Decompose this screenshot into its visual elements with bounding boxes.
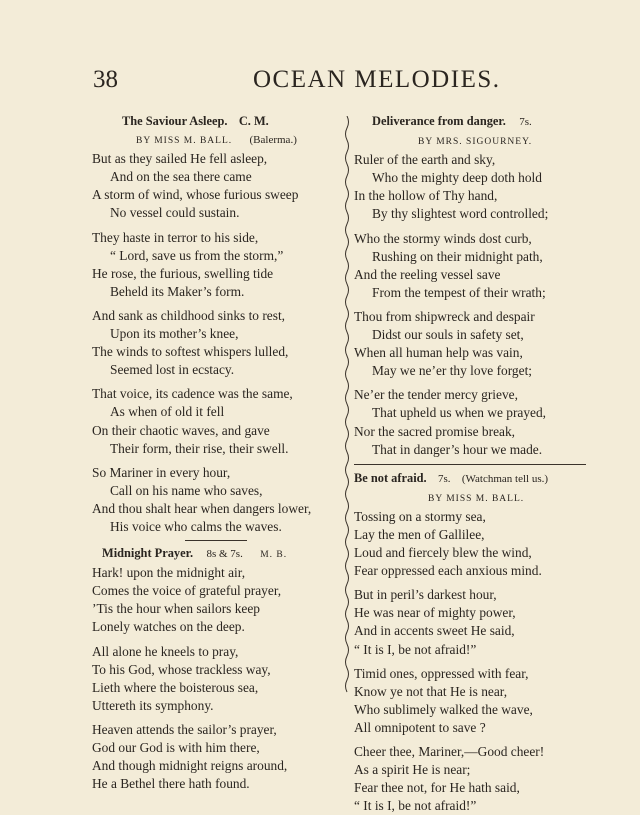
verse-line: He was near of mighty power,	[354, 605, 516, 621]
stanza	[92, 464, 340, 536]
left-column	[92, 112, 340, 793]
hymn-heading	[354, 112, 586, 131]
hymn-heading	[92, 544, 340, 564]
stanza	[92, 564, 340, 636]
verse-line: That upheld us when we prayed,	[372, 405, 547, 421]
hymn-heading	[354, 469, 586, 488]
verse-line: Heaven attends the sailor’s prayer,	[92, 721, 277, 737]
verse-line: In the hollow of Thy hand,	[354, 188, 498, 204]
hymn-byline	[92, 130, 340, 150]
verse-line: All alone he kneels to pray,	[92, 643, 239, 659]
verse-line: Call on his name who saves,	[110, 482, 263, 498]
verse-line: Tossing on a stormy sea,	[354, 508, 486, 524]
verse-line: From the tempest of their wrath;	[372, 284, 546, 300]
verse-line: He rose, the furious, swelling tide	[92, 265, 274, 281]
verse-line: But as they sailed He fell asleep,	[92, 151, 268, 167]
verse-line: On their chaotic waves, and gave	[92, 422, 270, 438]
verse-line: That in danger’s hour we made.	[372, 441, 543, 457]
page-header	[93, 66, 576, 100]
verse-line: Fear thee not, for He hath said,	[354, 780, 520, 796]
hymn-title: Be not afraid.	[354, 470, 427, 485]
verse-line: Loud and fiercely blew the wind,	[354, 545, 532, 561]
verse-line: Timid ones, oppressed with fear,	[354, 665, 529, 681]
verse-line: “ Lord, save us from the storm,”	[110, 247, 284, 263]
hymn-author: BY MISS M. BALL.	[428, 493, 525, 504]
verse-line: Who sublimely walked the wave,	[354, 701, 533, 717]
verse-line: Who the stormy winds dost curb,	[354, 230, 532, 246]
running-title: OCEAN MELODIES.	[253, 66, 501, 93]
verse-line: Fear oppressed each anxious mind.	[354, 563, 542, 579]
verse-line: And on the sea there came	[110, 169, 252, 185]
verse-line: Didst our souls in safety set,	[372, 327, 524, 343]
stanza	[92, 307, 340, 379]
stanza	[92, 150, 340, 222]
hymn-byline	[354, 488, 586, 508]
stanza	[354, 743, 586, 815]
verse-line: Cheer thee, Mariner,—Good cheer!	[354, 744, 545, 759]
verse-line: So Mariner in every hour,	[92, 464, 231, 480]
page-number: 38	[93, 66, 118, 93]
verse-line: Lieth where the boisterous sea,	[92, 679, 259, 695]
verse-line: Upon its mother’s knee,	[110, 326, 239, 342]
stanza	[354, 665, 586, 737]
column-divider	[343, 116, 351, 696]
verse-line: Know ye not that He is near,	[354, 683, 508, 699]
verse-line: “ It is I, be not afraid!”	[354, 798, 477, 814]
hymn-tune: (Watchman tell us.)	[461, 472, 549, 485]
hymn-tune: (Balerma.)	[249, 134, 297, 147]
verse-line: Thou from shipwreck and despair	[354, 308, 535, 324]
stanza	[354, 386, 586, 458]
verse-line: Ruler of the earth and sky,	[354, 152, 496, 168]
stanza	[354, 508, 586, 580]
verse-line: Lonely watches on the deep.	[92, 619, 245, 635]
verse-line: Ne’er the tender mercy grieve,	[354, 387, 518, 403]
section-divider	[354, 464, 586, 465]
verse-line: To his God, whose trackless way,	[92, 661, 271, 677]
hymn-title: Deliverance from danger.	[372, 114, 506, 128]
verse-line: His voice who calms the waves.	[110, 518, 282, 534]
hymn-heading	[92, 112, 340, 130]
verse-line: Beheld its Maker’s form.	[110, 283, 245, 299]
verse-line: Rushing on their midnight path,	[372, 248, 543, 264]
verse-line: Seemed lost in ecstacy.	[110, 362, 235, 378]
verse-line: That voice, its cadence was the same,	[92, 386, 293, 402]
verse-line: Nor the sacred promise break,	[354, 423, 515, 439]
verse-line: Comes the voice of grateful prayer,	[92, 583, 282, 599]
verse-line: But in peril’s darkest hour,	[354, 587, 497, 603]
verse-line: The winds to softest whispers lulled,	[92, 344, 289, 360]
hymn-author: M. B.	[260, 550, 288, 561]
verse-line: All omnipotent to save ?	[354, 719, 486, 735]
verse-line: By thy slightest word controlled;	[372, 206, 549, 222]
verse-line: Their form, their rise, their swell.	[110, 440, 289, 456]
hymn-meter: 8s & 7s.	[206, 548, 243, 561]
stanza	[354, 308, 586, 380]
stanza	[92, 643, 340, 715]
stanza	[92, 721, 340, 793]
hymn-title: Midnight Prayer.	[102, 546, 194, 561]
hymn-author: BY MISS M. BALL.	[136, 136, 233, 147]
verse-line: ’Tis the hour when sailors keep	[92, 601, 260, 617]
verse-line: And in accents sweet He said,	[354, 623, 515, 639]
hymn-meter: 7s.	[519, 116, 532, 128]
hymn-meter: 7s.	[437, 472, 451, 485]
verse-line: Hark! upon the midnight air,	[92, 565, 246, 581]
verse-line: They haste in terror to his side,	[92, 229, 259, 245]
right-column	[354, 112, 586, 815]
verse-line: And the reeling vessel save	[354, 266, 501, 282]
verse-line: God our God is with him there,	[92, 740, 260, 755]
verse-line: He a Bethel there hath found.	[92, 776, 250, 792]
verse-line: Uttereth its symphony.	[92, 697, 214, 713]
verse-line: Who the mighty deep doth hold	[372, 170, 542, 186]
hymn-meter: C. M.	[238, 114, 269, 128]
stanza	[92, 229, 340, 301]
verse-line: Lay the men of Gallilee,	[354, 526, 485, 542]
verse-line: And sank as childhood sinks to rest,	[92, 307, 286, 323]
verse-line: And though midnight reigns around,	[92, 758, 288, 774]
verse-line: And thou shalt hear when dangers lower,	[92, 500, 312, 516]
verse-line: As a spirit He is near;	[354, 762, 471, 778]
hymn-author: BY MRS. SIGOURNEY.	[418, 137, 533, 148]
stanza	[354, 230, 586, 302]
stanza	[354, 151, 586, 223]
verse-line: As when of old it fell	[110, 404, 225, 420]
stanza	[92, 385, 340, 457]
hymn-title: The Saviour Asleep.	[122, 114, 228, 128]
verse-line: When all human help was vain,	[354, 345, 523, 361]
section-divider	[185, 540, 247, 541]
verse-line: “ It is I, be not afraid!”	[354, 641, 477, 657]
verse-line: May we ne’er thy love forget;	[372, 363, 533, 379]
verse-line: A storm of wind, whose furious sweep	[92, 187, 299, 203]
verse-line: No vessel could sustain.	[110, 205, 240, 221]
hymn-byline	[354, 131, 586, 151]
stanza	[354, 586, 586, 658]
